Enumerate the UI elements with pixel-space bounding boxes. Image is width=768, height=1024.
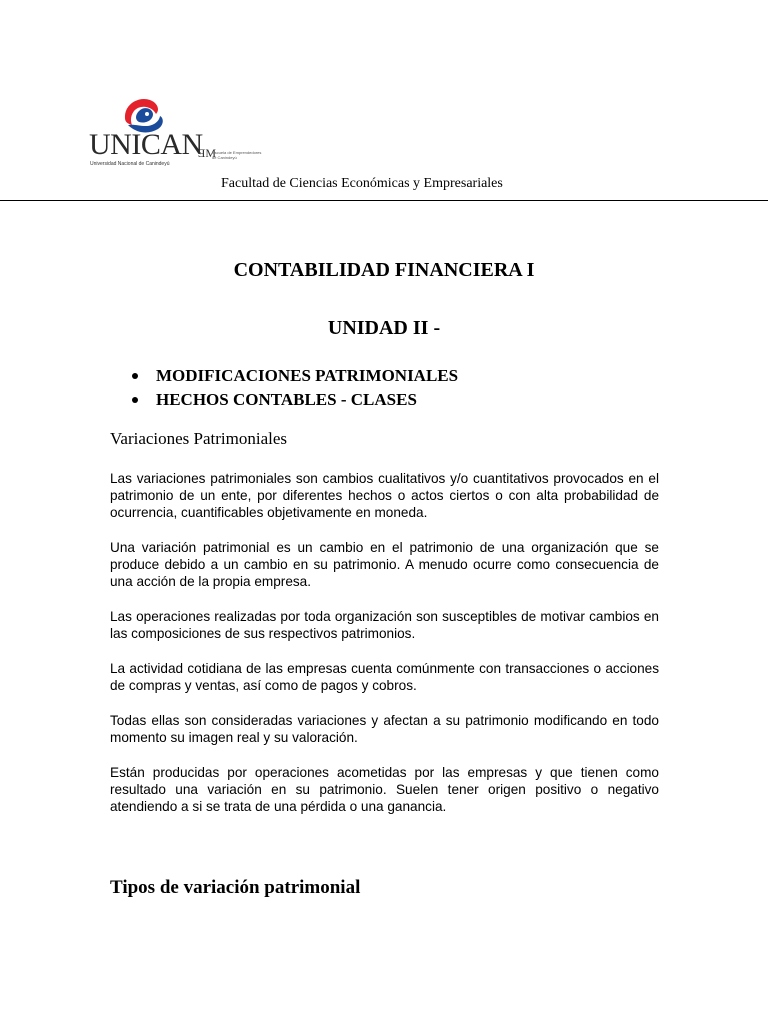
topic-label: HECHOS CONTABLES - CLASES xyxy=(156,390,417,409)
section-heading-variaciones: Variaciones Patrimoniales xyxy=(110,429,288,448)
logo-wordmark: UNICAN xyxy=(89,128,203,161)
partner-logo xyxy=(198,146,262,167)
partner-logo-mark: ƎM xyxy=(198,146,216,160)
unit-title: UNIDAD II - xyxy=(327,317,441,339)
paragraph: Todas ellas son consideradas variaciones y afectan a su patrimonio modificando en todo momento su imagen real y su valoración. xyxy=(110,713,659,745)
logo-university-name: Universidad Nacional de Canindeyú xyxy=(90,161,170,167)
paragraph: Las variaciones patrimoniales son cambios cualitativos y/o cuantitativos provocados en el patrimonio de un ente, por diferentes hechos o actos ciertos o con alta probabilidad de ocurrencia, cuantificables objetivamente en moneda. xyxy=(110,471,659,520)
section-body xyxy=(110,470,659,833)
section-heading-tipos: Tipos de variación patrimonial xyxy=(110,877,361,898)
faculty-name: Facultad de Ciencias Económicas y Empresariales xyxy=(221,176,503,191)
bullet-icon xyxy=(132,373,138,379)
unican-logo xyxy=(86,94,262,174)
paragraph: Una variación patrimonial es un cambio en el patrimonio de una organización que se produce debido a un cambio en su patrimonio. A menudo ocurre como consecuencia de una acción de la propia empresa. xyxy=(110,540,659,589)
paragraph: Las operaciones realizadas por toda organización son susceptibles de motivar cambios en las composiciones de sus respectivos patrimonios. xyxy=(110,609,659,641)
course-title: CONTABILIDAD FINANCIERA I xyxy=(233,259,535,281)
topics-list xyxy=(131,364,458,412)
paragraph: La actividad cotidiana de las empresas cuenta comúnmente con transacciones o acciones de compras y ventas, así como de pagos y cobros. xyxy=(110,661,659,693)
topic-label: MODIFICACIONES PATRIMONIALES xyxy=(156,366,459,385)
bullet-icon xyxy=(132,397,138,403)
topic-item xyxy=(131,388,458,412)
paragraph: Están producidas por operaciones acometidas por las empresas y que tienen como resultado una variación en su patrimonio. Suelen tener origen positivo o negativo atendiendo a si se trata de una pérdida o una ganancia. xyxy=(110,765,659,814)
header-divider xyxy=(0,200,768,201)
topic-item xyxy=(131,364,458,388)
partner-logo-caption: Escuela de Emprendedores de Canindeyú xyxy=(212,150,262,160)
